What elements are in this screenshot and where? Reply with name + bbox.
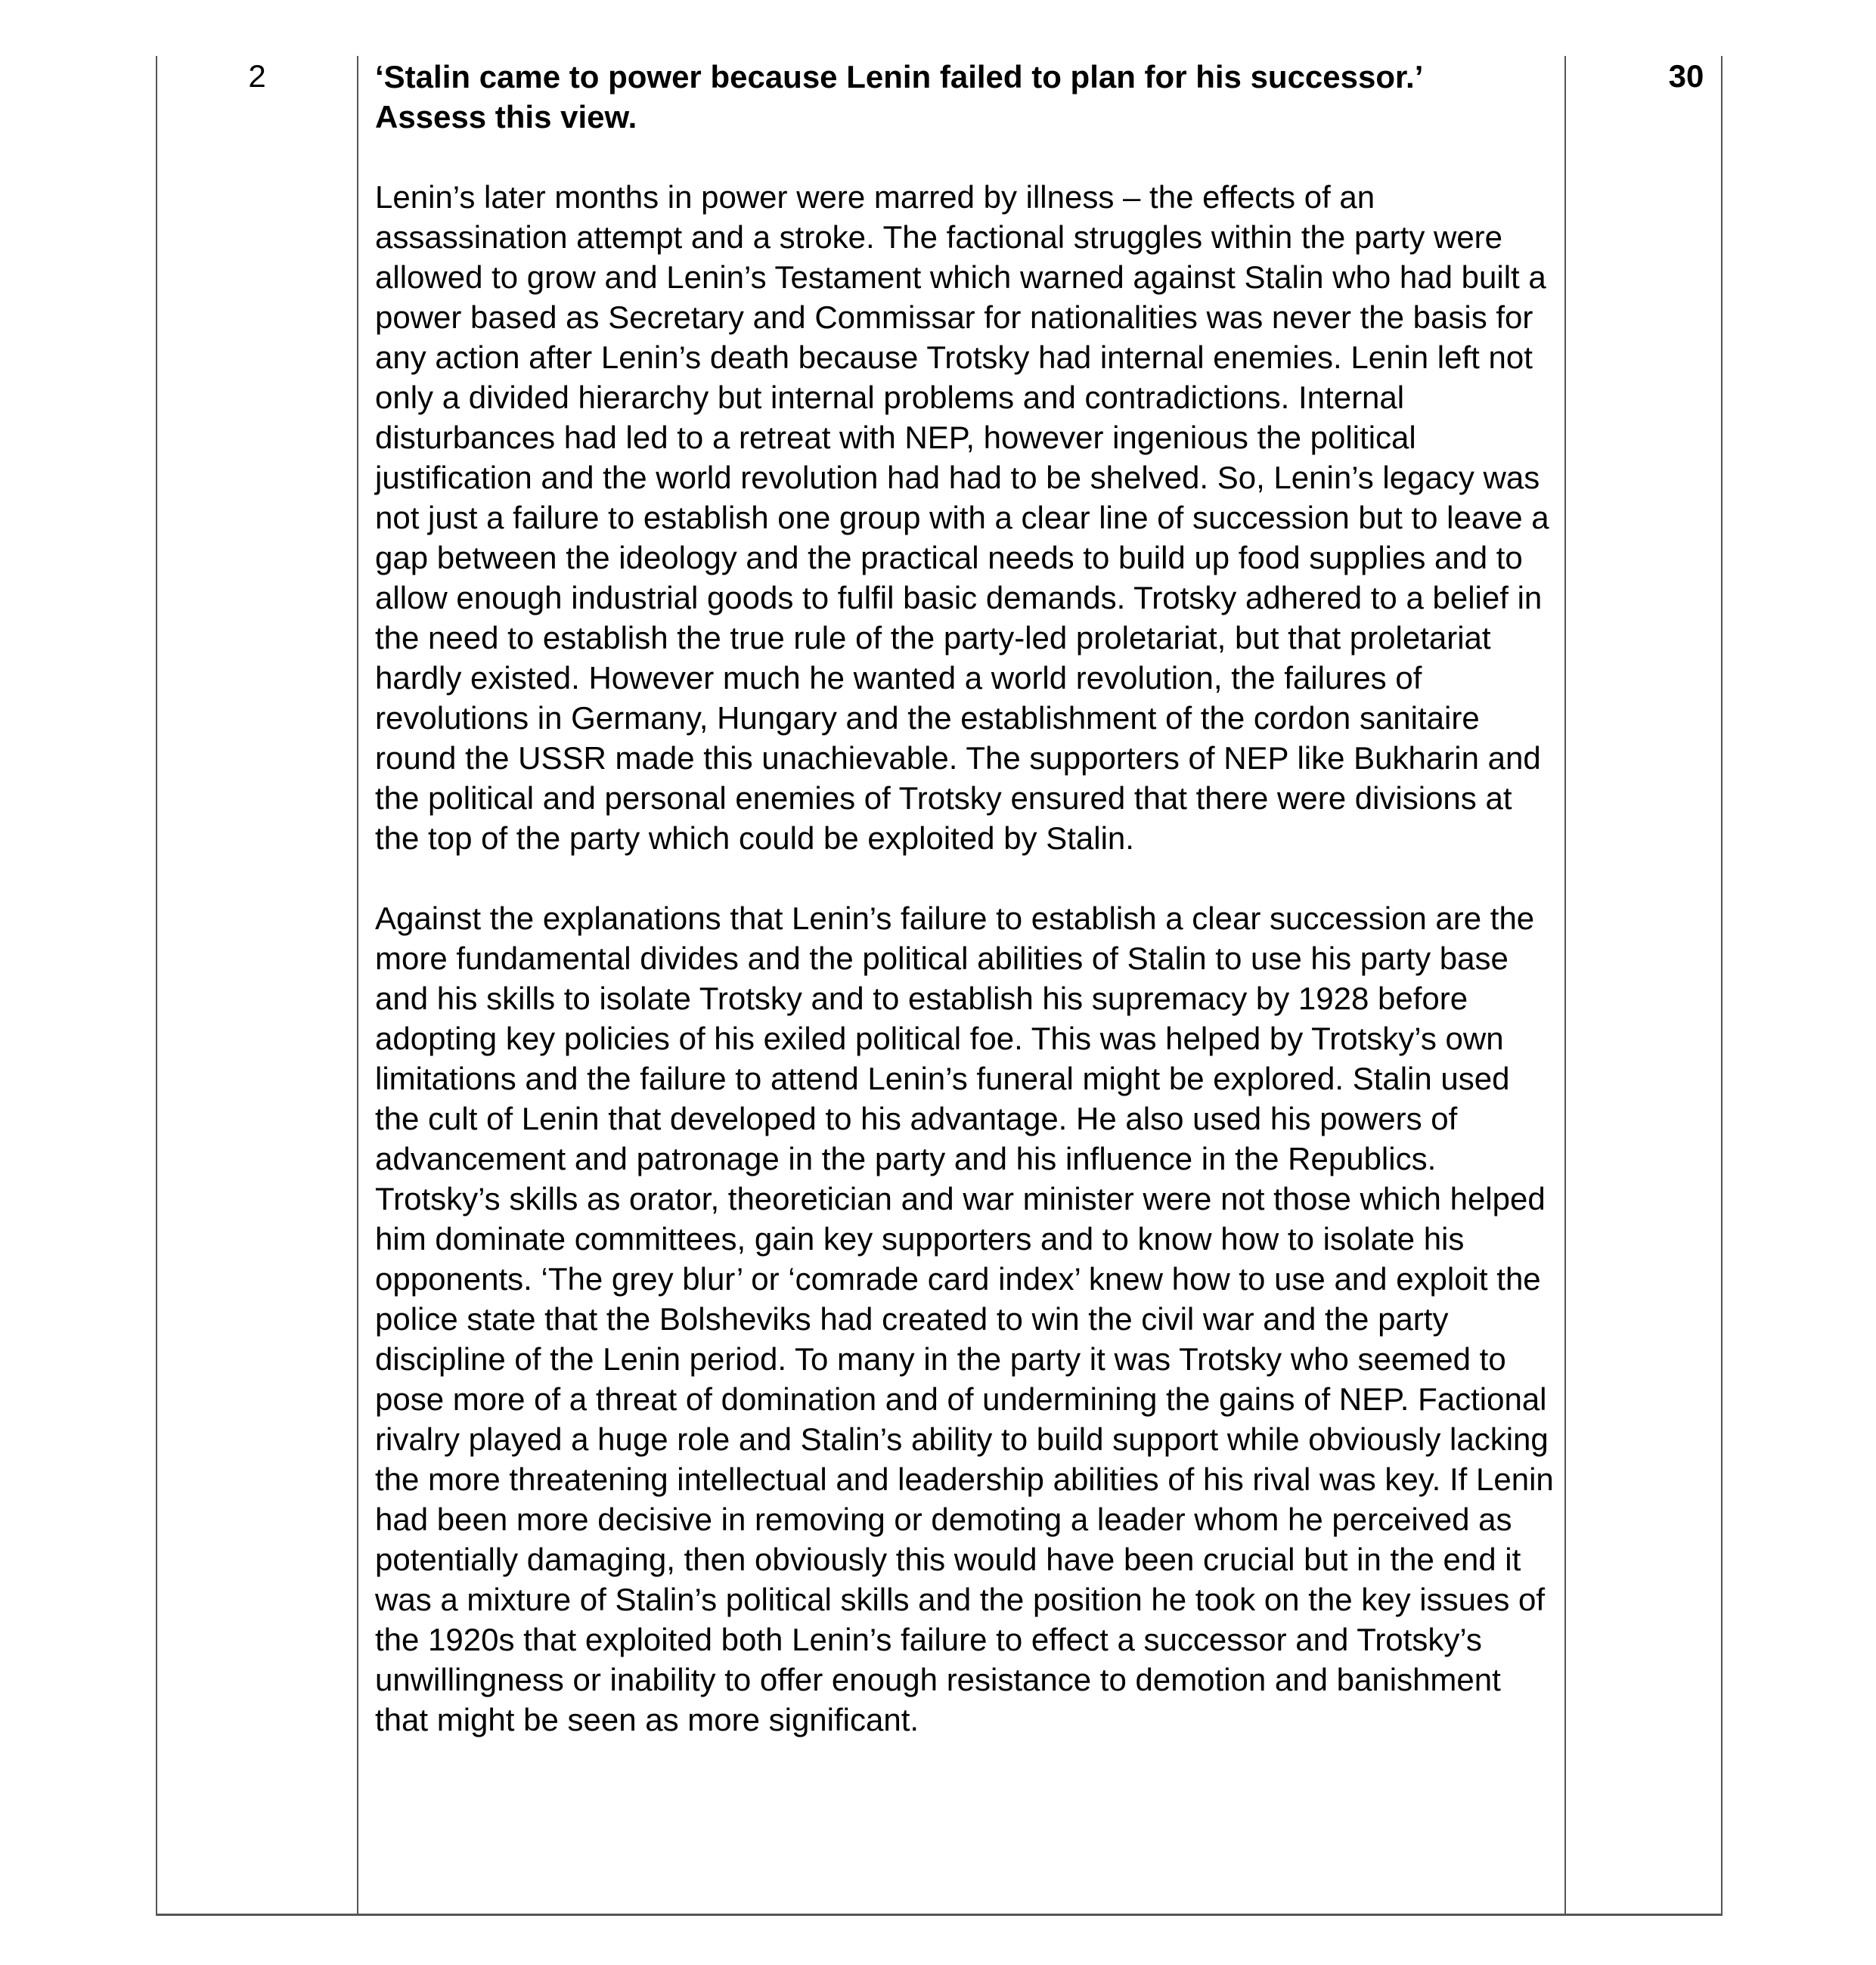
question-number: 2 (248, 58, 266, 94)
answer-paragraph-2: Against the explanations that Lenin’s failure to establish a clear succession are the more fundamental divides and the political abilities of Stalin to use his party base and his skills to isolate Trotsky and to establish his supremacy by 1928 before adopting key policies of his exiled political foe. This was helped by Trotsky’s own limitations and the failure to attend Lenin’s funeral might be explored. Stalin used the cult of Lenin that developed to his advantage. He also used his powers of advancement and patronage in the party and his influence in the Republics. Trotsky’s skills as orator, theoretician and war minister were not those which helped him dominate committees, gain key supporters and to know how to isolate his opponents. ‘The grey blur’ or ‘comrade card index’ knew how to use and exploit the police state that the Bolsheviks had created to win the civil war and the party discipline of the Lenin period. To many in the party it was Trotsky who seemed to pose more of a threat of domination and of undermining the gains of NEP. Factional rivalry played a huge role and Stalin’s ability to build support while obviously lacking the more threatening intellectual and leadership abilities of his rival was key. If Lenin had been more decisive in removing or demoting a leader whom he perceived as potentially damaging, then obviously this would have been crucial but in the end it was a mixture of Stalin’s political skills and the position he took on the key issues of the 1920s that exploited both Lenin’s failure to effect a successor and Trotsky’s unwillingness or inability to offer enough resistance to demotion and banishment that might be seen as more significant. (375, 900, 1554, 1737)
question-quote: ‘Stalin came to power because Lenin failed to plan for his successor.’ (375, 59, 1424, 95)
table-border-question-column (357, 56, 358, 1914)
table-border-marks-column (1564, 56, 1566, 1914)
table-border-right (1721, 56, 1723, 1914)
table-border-left (156, 56, 157, 1914)
answer-cell (375, 57, 1555, 1740)
table-border-bottom (156, 1914, 1723, 1916)
answer-paragraph-1: Lenin’s later months in power were marred by illness – the effects of an assassination attempt and a stroke. The factional struggles within the party were allowed to grow and Lenin’s Testament which warned against Stalin who had built a power based as Secretary and Commissar for nationalities was never the basis for any action after Lenin’s death because Trotsky had internal enemies. Lenin left not only a divided hierarchy but internal problems and contradictions. Internal disturbances had led to a retreat with NEP, however ingenious the political justification and the world revolution had had to be shelved. So, Lenin’s legacy was not just a failure to establish one group with a clear line of succession but to leave a gap between the ideology and the practical needs to build up food supplies and to allow enough industrial goods to fulfil basic demands. Trotsky adhered to a belief in the need to establish the true rule of the party-led proletariat, but that proletariat hardly existed. However much he wanted a world revolution, the failures of revolutions in Germany, Hungary and the establishment of the cordon sanitaire round the USSR made this unachievable. The supporters of NEP like Bukharin and the political and personal enemies of Trotsky ensured that there were divisions at the top of the party which could be exploited by Stalin. (375, 179, 1549, 856)
question-text (375, 57, 1555, 137)
question-instruction: Assess this view. (375, 99, 637, 135)
marks-value: 30 (1668, 58, 1704, 94)
